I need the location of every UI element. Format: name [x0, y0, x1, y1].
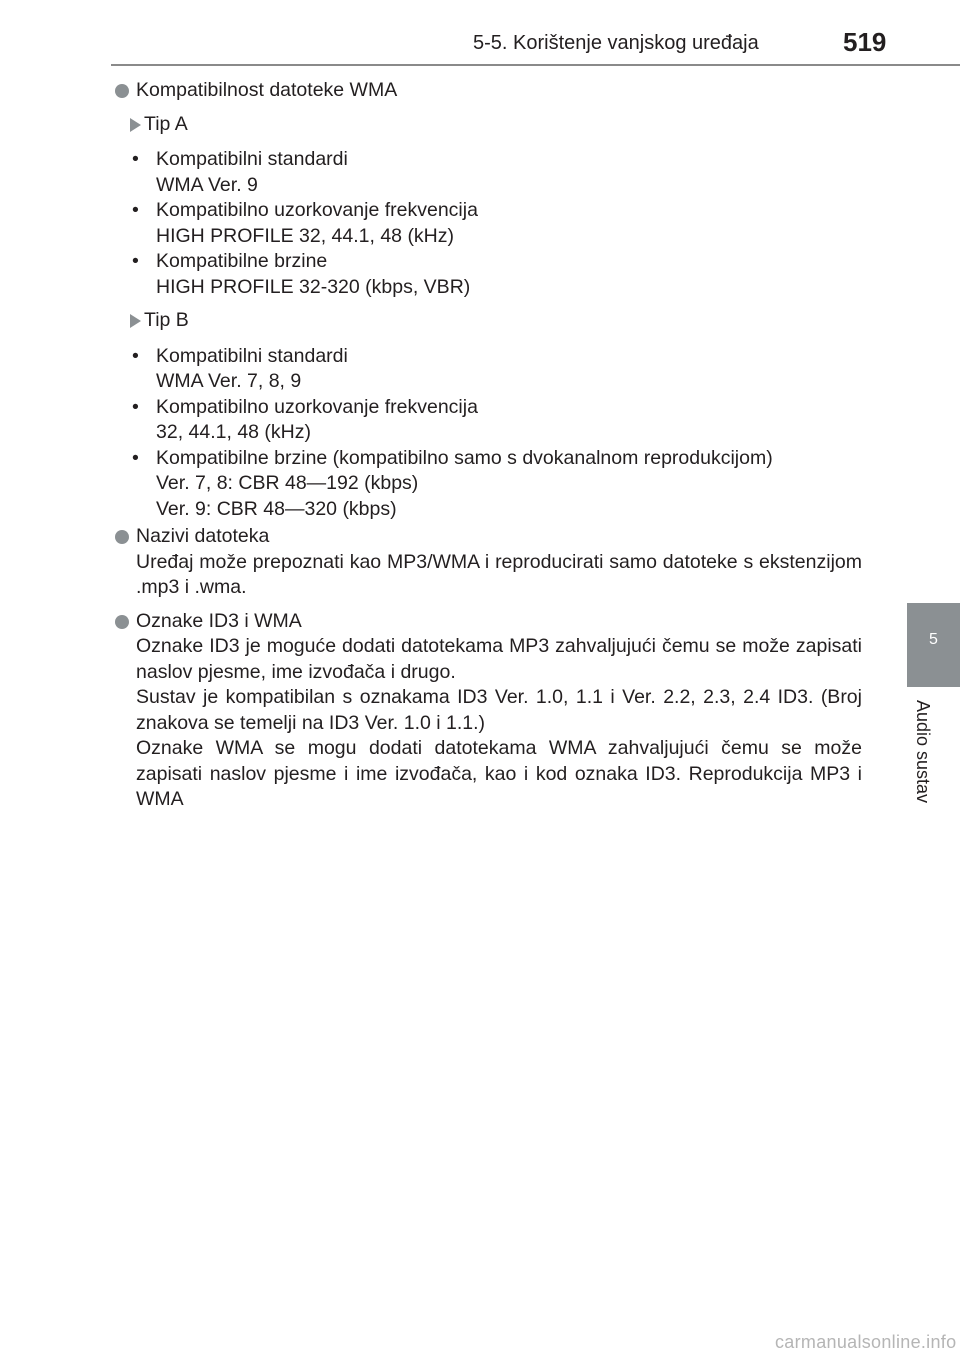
item-value: 32, 44.1, 48 (kHz): [156, 421, 311, 443]
id3-paragraph-1: Oznake ID3 je moguće dodati datotekama MP3 zahvaljujući čemu se može zapisati naslov pjesme, ime izvođača i drugo.: [136, 635, 862, 683]
triangle-right-icon: [130, 118, 141, 132]
chapter-tab-number: 5: [929, 631, 938, 648]
tip-b-heading: [130, 308, 862, 334]
tip-a-label: Tip A: [144, 112, 188, 135]
list-item: [132, 249, 862, 300]
list-item: [132, 344, 862, 395]
tip-a-list: [114, 147, 862, 300]
bullet-dot: •: [132, 395, 139, 418]
section-title: 5-5. Korištenje vanjskog uređaja: [473, 32, 759, 54]
list-item: [132, 395, 862, 446]
item-value: HIGH PROFILE 32-320 (kbps, VBR): [156, 275, 471, 298]
item-label: Kompatibilni standardi: [156, 344, 348, 367]
bullet-dot: •: [132, 250, 139, 272]
id3-section: [114, 609, 862, 813]
bullet-dot: •: [132, 344, 139, 367]
list-item: [132, 198, 862, 249]
bullet-dot: •: [132, 199, 139, 221]
triangle-right-icon: [130, 314, 141, 328]
list-item: [132, 147, 862, 198]
bullet-circle-icon: [115, 530, 129, 544]
filenames-text: Uređaj može prepoznati kao MP3/WMA i reproducirati samo datoteke s ekstenzijom .mp3 i .wma.: [136, 550, 862, 598]
item-label: Kompatibilni standardi: [156, 148, 348, 170]
id3-title: Oznake ID3 i WMA: [136, 609, 302, 632]
item-label: Kompatibilne brzine (kompatibilno samo s dvokanalnom reprodukcijom): [156, 446, 773, 469]
wma-compatibility-title: Kompatibilnost datoteke WMA: [136, 79, 398, 101]
item-label: Kompatibilno uzorkovanje frekvencija: [156, 395, 478, 418]
chapter-tab: [907, 603, 960, 687]
item-value: WMA Ver. 7, 8, 9: [156, 370, 302, 392]
filenames-title: Nazivi datoteka: [136, 525, 270, 547]
wma-compatibility-section: [114, 78, 862, 104]
chapter-tab-label: Audio sustav: [913, 700, 933, 804]
page-number: 519: [843, 27, 887, 57]
page-content: [114, 78, 862, 813]
item-label: Kompatibilno uzorkovanje frekvencija: [156, 199, 478, 221]
item-value: WMA Ver. 9: [156, 173, 258, 196]
id3-paragraph-2: Sustav je kompatibilan s oznakama ID3 Ver. 1.0, 1.1 i Ver. 2.2, 2.3, 2.4 ID3. (Broj znakova se temelji na ID3 Ver. 1.0 i 1.1.): [136, 686, 862, 734]
bullet-circle-icon: [115, 615, 129, 629]
list-item: [132, 446, 862, 523]
id3-paragraph-3: Oznake WMA se mogu dodati datotekama WMA zahvaljujući čemu se može zapisati naslov pjesme i ime izvođača, kao i kod oznaka ID3. Reprodukcija MP3 i WMA: [136, 737, 862, 810]
tip-b-list: [114, 344, 862, 523]
item-value: Ver. 7, 8: CBR 48—192 (kbps): [156, 472, 419, 494]
bullet-dot: •: [132, 446, 139, 469]
watermark: carmanualsonline.info: [775, 1332, 957, 1352]
filenames-section: [114, 524, 862, 601]
bullet-circle-icon: [115, 84, 129, 98]
header-rule: [111, 64, 960, 66]
item-value: Ver. 9: CBR 48—320 (kbps): [156, 497, 397, 520]
bullet-dot: •: [132, 148, 139, 170]
item-label: Kompatibilne brzine: [156, 250, 328, 272]
item-value: HIGH PROFILE 32, 44.1, 48 (kHz): [156, 224, 455, 247]
tip-b-label: Tip B: [144, 309, 189, 331]
tip-a-heading: [130, 112, 862, 138]
